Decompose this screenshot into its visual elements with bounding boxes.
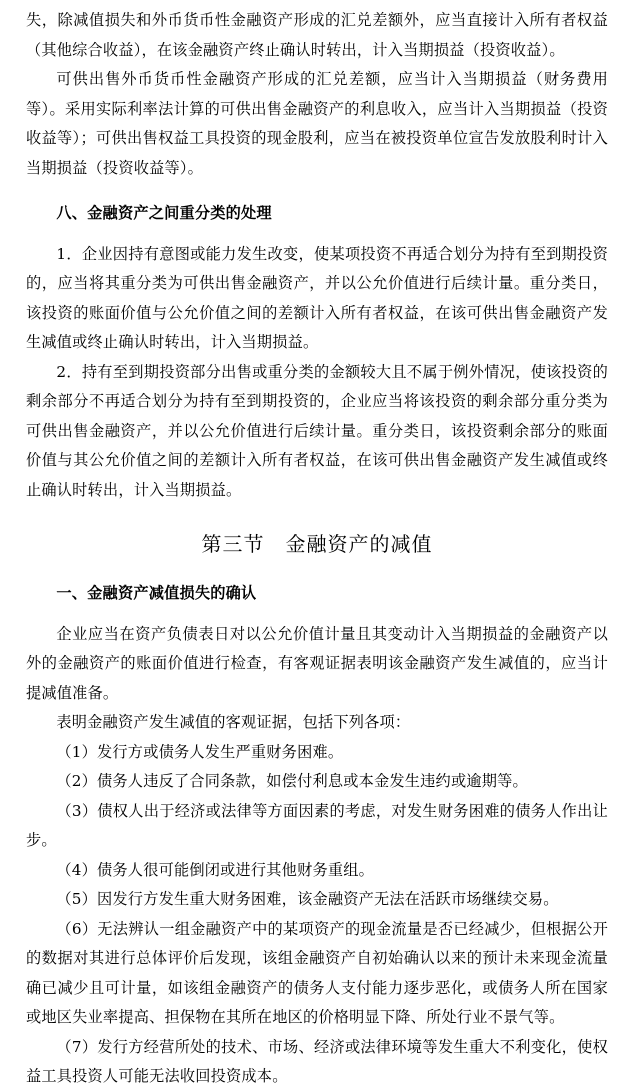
page-title: 第三节 金融资产的减值 xyxy=(201,532,433,556)
list-item: （5）因发行方发生重大财务困难，该金融资产无法在活跃市场继续交易。 xyxy=(56,890,559,908)
section-heading-one: 一、金融资产减值损失的确认 xyxy=(56,584,257,602)
paragraph-item-1: 1．企业因持有意图或能力发生改变，使某项投资不再适合划分为持有至到期投资的，应当将其重分类为可供出售金融资产，并以公允价值进行后续计量。重分类日，该投资的账面价值与公允价值之间的差额计入所有者权益，在该可供出售金融资产发生减值或终止确认时转出，计入当期损益。 xyxy=(26,244,608,351)
list-item: （4）债务人很可能倒闭或进行其他财务重组。 xyxy=(56,860,375,879)
paragraph: 可供出售外币货币性金融资产形成的汇兑差额，应当计入当期损益（财务费用等）。采用实际利率法计算的可供出售金融资产的利息收入，应当计入当期损益（投资收益等）；可供出售权益工具投资的现金股利，应当在被投资单位宣告发放股利时计入当期损益（投资收益等）。 xyxy=(26,70,608,177)
paragraph-item-2: 2．持有至到期投资部分出售或重分类的金额较大且不属于例外情况，使该投资的剩余部分不再适合划分为持有至到期投资的，企业应当将该投资的剩余部分重分类为可供出售金融资产，并以公允价值进行后续计量。重分类日，该投资剩余部分的账面价值与其公允价值之间的差额计入所有者权益，在该可供出售金融资产发生减值或终止确认时转出，计入当期损益。 xyxy=(26,362,608,499)
list-item: （3）债权人出于经济或法律等方面因素的考虑，对发生财务困难的债务人作出让步。 xyxy=(26,801,608,849)
list-item: （6）无法辨认一组金融资产中的某项资产的现金流量是否已经减少，但根据公开的数据对其进行总体评价后发现，该组金融资产自初始确认以来的预计未来现金流量确已减少且可计量，如该组金融资产的债务人支付能力逐步恶化，或债务人所在国家或地区失业率提高、担保物在其所在地区的价格明显下降、所处行业不景气等。 xyxy=(26,919,608,1026)
list-item: （7）发行方经营所处的技术、市场、经济或法律环境等发生重大不利变化，使权益工具投资人可能无法收回投资成本。 xyxy=(26,1037,608,1085)
paragraph-continuation: 失，除减值损失和外币货币性金融资产形成的汇兑差额外，应当直接计入所有者权益（其他综合收益），在该金融资产终止确认时转出，计入当期损益（投资收益）。 xyxy=(26,11,608,59)
list-item: （2）债务人违反了合同条款，如偿付利息或本金发生违约或逾期等。 xyxy=(56,772,528,790)
paragraph-list-intro: 表明金融资产发生减值的客观证据，包括下列各项： xyxy=(56,713,411,731)
section-heading-eight: 八、金融资产之间重分类的处理 xyxy=(56,204,272,222)
list-item: （1）发行方或债务人发生严重财务困难。 xyxy=(56,742,344,761)
paragraph: 企业应当在资产负债表日对以公允价值计量且其变动计入当期损益的金融资产以外的金融资产的账面价值进行检查，有客观证据表明该金融资产发生减值的，应当计提减值准备。 xyxy=(26,624,608,702)
